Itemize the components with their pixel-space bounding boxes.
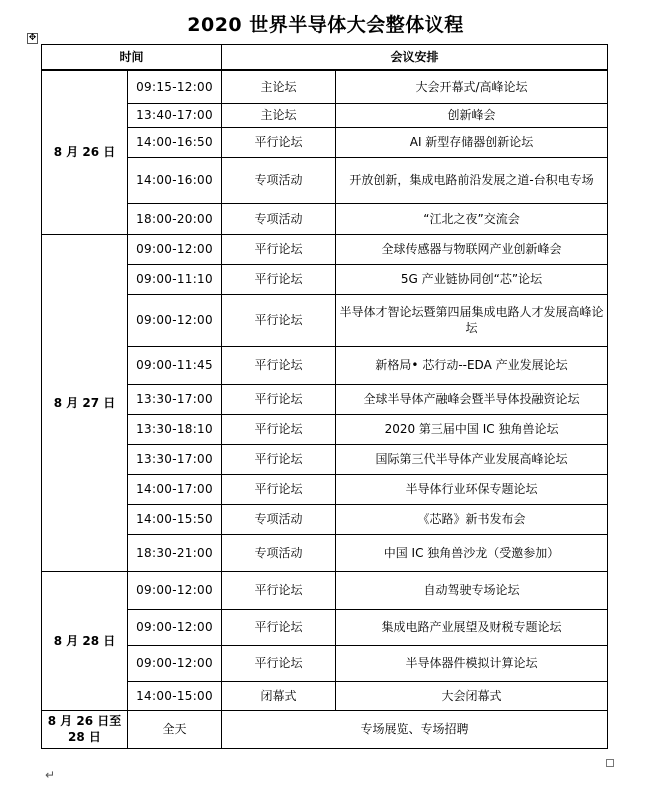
time-cell: 18:00-20:00 (128, 203, 222, 234)
date-cell: 8 月 26 日至 28 日 (42, 710, 128, 748)
event-cell: 中国 IC 独角兽沙龙（受邀参加） (336, 534, 608, 571)
session-type-cell: 平行论坛 (222, 444, 336, 474)
header-time: 时间 (42, 45, 222, 71)
event-cell: 自动驾驶专场论坛 (336, 571, 608, 609)
time-cell: 13:30-18:10 (128, 414, 222, 444)
date-cell: 8 月 28 日 (42, 571, 128, 710)
header-agenda: 会议安排 (222, 45, 608, 71)
event-cell: 新格局• 芯行动--EDA 产业发展论坛 (336, 346, 608, 384)
table-resize-handle[interactable] (606, 759, 614, 767)
event-cell: 大会开幕式/高峰论坛 (336, 70, 608, 103)
time-cell: 13:40-17:00 (128, 103, 222, 127)
session-type-cell: 平行论坛 (222, 127, 336, 157)
time-cell: 13:30-17:00 (128, 384, 222, 414)
session-type-cell: 平行论坛 (222, 571, 336, 609)
session-type-cell: 闭幕式 (222, 681, 336, 710)
table-row (42, 571, 608, 609)
page-title: 2020 世界半导体大会整体议程 (187, 14, 464, 36)
time-cell: 14:00-15:50 (128, 504, 222, 534)
time-cell: 09:00-12:00 (128, 645, 222, 681)
time-cell: 09:00-11:45 (128, 346, 222, 384)
table-row (42, 234, 608, 264)
paragraph-mark-icon: ↵ (45, 768, 56, 782)
time-cell: 全天 (128, 710, 222, 748)
agenda-table (41, 44, 608, 749)
date-cell: 8 月 26 日 (42, 70, 128, 234)
session-type-cell: 平行论坛 (222, 346, 336, 384)
session-type-cell: 专项活动 (222, 203, 336, 234)
event-cell: 2020 第三届中国 IC 独角兽论坛 (336, 414, 608, 444)
time-cell: 09:00-12:00 (128, 571, 222, 609)
session-type-cell: 平行论坛 (222, 264, 336, 294)
event-cell: 半导体器件模拟计算论坛 (336, 645, 608, 681)
time-cell: 09:00-11:10 (128, 264, 222, 294)
event-cell: AI 新型存储器创新论坛 (336, 127, 608, 157)
time-cell: 14:00-16:50 (128, 127, 222, 157)
table-move-handle-icon[interactable]: ✥ (28, 33, 37, 43)
event-cell: “江北之夜”交流会 (336, 203, 608, 234)
session-type-cell: 平行论坛 (222, 384, 336, 414)
time-cell: 14:00-15:00 (128, 681, 222, 710)
table-row (42, 70, 608, 103)
time-cell: 09:15-12:00 (128, 70, 222, 103)
event-cell: 《芯路》新书发布会 (336, 504, 608, 534)
session-type-cell: 主论坛 (222, 103, 336, 127)
session-type-cell: 专项活动 (222, 157, 336, 203)
event-cell: 半导体才智论坛暨第四届集成电路人才发展高峰论坛 (336, 294, 608, 346)
event-cell: 创新峰会 (336, 103, 608, 127)
event-cell: 5G 产业链协同创“芯”论坛 (336, 264, 608, 294)
event-cell: 开放创新，集成电路前沿发展之道-台积电专场 (336, 157, 608, 203)
session-type-cell: 平行论坛 (222, 414, 336, 444)
table-header-row (42, 45, 608, 71)
time-cell: 14:00-17:00 (128, 474, 222, 504)
event-cell: 半导体行业环保专题论坛 (336, 474, 608, 504)
event-cell: 全球传感器与物联网产业创新峰会 (336, 234, 608, 264)
event-cell: 专场展览、专场招聘 (222, 710, 608, 748)
session-type-cell: 专项活动 (222, 504, 336, 534)
event-cell: 全球半导体产融峰会暨半导体投融资论坛 (336, 384, 608, 414)
event-cell: 国际第三代半导体产业发展高峰论坛 (336, 444, 608, 474)
session-type-cell: 平行论坛 (222, 474, 336, 504)
session-type-cell: 专项活动 (222, 534, 336, 571)
time-cell: 09:00-12:00 (128, 609, 222, 645)
time-cell: 09:00-12:00 (128, 234, 222, 264)
date-cell: 8 月 27 日 (42, 234, 128, 571)
session-type-cell: 平行论坛 (222, 609, 336, 645)
session-type-cell: 平行论坛 (222, 234, 336, 264)
time-cell: 18:30-21:00 (128, 534, 222, 571)
session-type-cell: 主论坛 (222, 70, 336, 103)
session-type-cell: 平行论坛 (222, 294, 336, 346)
time-cell: 13:30-17:00 (128, 444, 222, 474)
time-cell: 09:00-12:00 (128, 294, 222, 346)
event-cell: 大会闭幕式 (336, 681, 608, 710)
table-row (42, 710, 608, 748)
event-cell: 集成电路产业展望及财税专题论坛 (336, 609, 608, 645)
time-cell: 14:00-16:00 (128, 157, 222, 203)
session-type-cell: 平行论坛 (222, 645, 336, 681)
